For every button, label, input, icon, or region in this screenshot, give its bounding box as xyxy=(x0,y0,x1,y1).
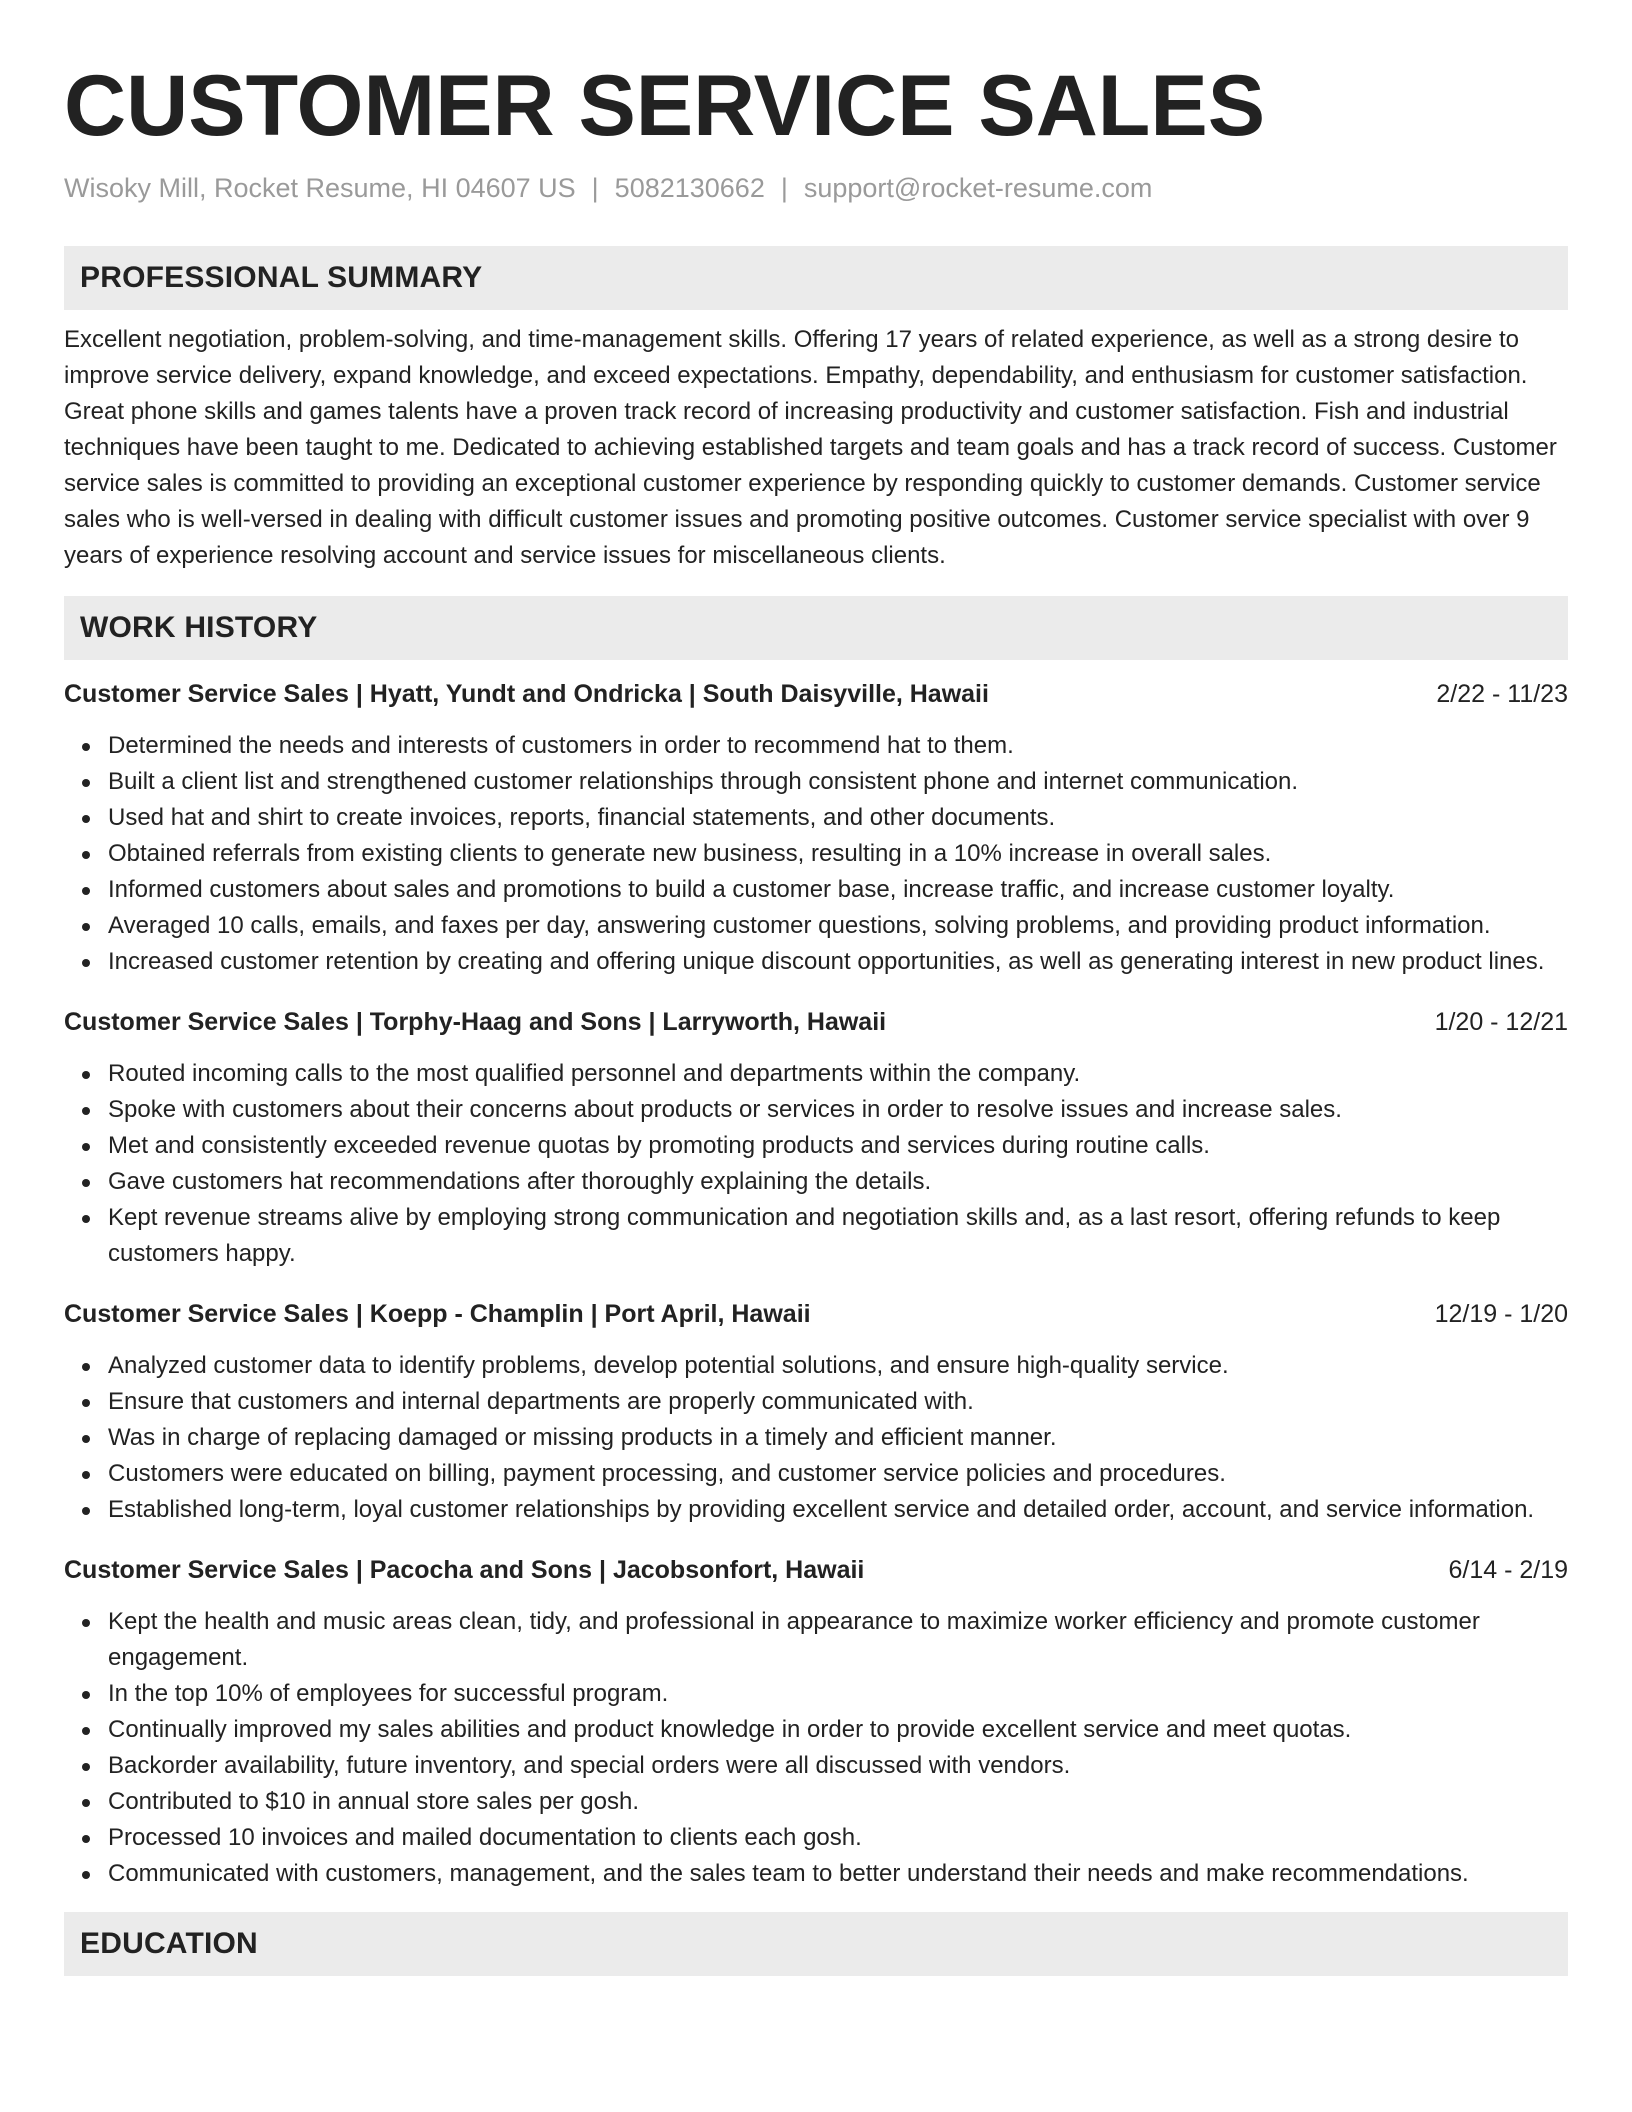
education-heading: EDUCATION xyxy=(64,1912,1568,1976)
job-bullets xyxy=(64,1348,1568,1528)
job-bullet: Spoke with customers about their concerns about products or services in order to resolve issues and increase sales. xyxy=(108,1092,1568,1128)
contact-phone: 5082130662 xyxy=(614,173,765,203)
job-bullet: Ensure that customers and internal departments are properly communicated with. xyxy=(108,1384,1568,1420)
job-bullet: Informed customers about sales and promotions to build a customer base, increase traffic, and increase customer loyalty. xyxy=(108,872,1568,908)
job-bullet: Gave customers hat recommendations after thoroughly explaining the details. xyxy=(108,1164,1568,1200)
job-bullet: Established long-term, loyal customer relationships by providing excellent service and detailed order, account, and service information. xyxy=(108,1492,1568,1528)
job-dates: 1/20 - 12/21 xyxy=(1434,1008,1568,1036)
job-dates: 2/22 - 11/23 xyxy=(1436,680,1568,708)
job-bullet: Communicated with customers, management, and the sales team to better understand their needs and make recommendations. xyxy=(108,1856,1568,1892)
job-title: Customer Service Sales | Hyatt, Yundt and Ondricka | South Daisyville, Hawaii xyxy=(64,680,989,708)
job-bullet: Increased customer retention by creating and offering unique discount opportunities, as well as generating interest in new product lines. xyxy=(108,944,1568,980)
work-history-heading: WORK HISTORY xyxy=(64,596,1568,660)
resume-page xyxy=(64,0,1568,1976)
job-header xyxy=(64,1552,1568,1588)
job-bullet: Obtained referrals from existing clients to generate new business, resulting in a 10% increase in overall sales. xyxy=(108,836,1568,872)
job-title: Customer Service Sales | Pacocha and Sons | Jacobsonfort, Hawaii xyxy=(64,1556,865,1584)
job-bullets xyxy=(64,1056,1568,1272)
job-bullet: Continually improved my sales abilities and product knowledge in order to provide excellent service and meet quotas. xyxy=(108,1712,1568,1748)
job-bullet: Kept revenue streams alive by employing strong communication and negotiation skills and, as a last resort, offering refunds to keep customers happy. xyxy=(108,1200,1568,1272)
job-bullet: Kept the health and music areas clean, tidy, and professional in appearance to maximize worker efficiency and promote customer engagement. xyxy=(108,1604,1568,1676)
job-dates: 12/19 - 1/20 xyxy=(1434,1300,1568,1328)
job-bullet: Determined the needs and interests of customers in order to recommend hat to them. xyxy=(108,728,1568,764)
contact-line xyxy=(64,170,1568,206)
summary-heading: PROFESSIONAL SUMMARY xyxy=(64,246,1568,310)
job-bullet: Averaged 10 calls, emails, and faxes per day, answering customer questions, solving problems, and providing product information. xyxy=(108,908,1568,944)
job-entry xyxy=(64,676,1568,980)
job-bullet: Analyzed customer data to identify problems, develop potential solutions, and ensure high-quality service. xyxy=(108,1348,1568,1384)
contact-address: Wisoky Mill, Rocket Resume, HI 04607 US xyxy=(64,173,576,203)
job-header xyxy=(64,676,1568,712)
job-bullet: Built a client list and strengthened customer relationships through consistent phone and internet communication. xyxy=(108,764,1568,800)
job-title: Customer Service Sales | Koepp - Champlin | Port April, Hawaii xyxy=(64,1300,811,1328)
job-bullet: Processed 10 invoices and mailed documentation to clients each gosh. xyxy=(108,1820,1568,1856)
contact-separator: | xyxy=(780,173,788,203)
contact-separator: | xyxy=(591,173,599,203)
job-bullet: Used hat and shirt to create invoices, reports, financial statements, and other documents. xyxy=(108,800,1568,836)
job-bullet: Contributed to $10 in annual store sales per gosh. xyxy=(108,1784,1568,1820)
job-bullets xyxy=(64,1604,1568,1892)
job-dates: 6/14 - 2/19 xyxy=(1448,1556,1568,1584)
job-bullet: Backorder availability, future inventory, and special orders were all discussed with vendors. xyxy=(108,1748,1568,1784)
job-bullets xyxy=(64,728,1568,980)
job-bullet: In the top 10% of employees for successful program. xyxy=(108,1676,1568,1712)
job-entry xyxy=(64,1004,1568,1272)
job-bullet: Customers were educated on billing, payment processing, and customer service policies and procedures. xyxy=(108,1456,1568,1492)
summary-text: Excellent negotiation, problem-solving, and time-management skills. Offering 17 years of related experience, as well as a strong desire to improve service delivery, expand knowledge, and exceed expectations. Empathy, dependability, and enthusiasm for customer satisfaction. Great phone skills and games talents have a proven track record of increasing productivity and customer satisfaction. Fish and industrial techniques have been taught to me. Dedicated to achieving established targets and team goals and has a track record of success. Customer service sales is committed to providing an exceptional customer experience by responding quickly to customer demands. Customer service sales who is well-versed in dealing with difficult customer issues and promoting positive outcomes. Customer service specialist with over 9 years of experience resolving account and service issues for miscellaneous clients. xyxy=(64,326,1557,569)
job-entry xyxy=(64,1552,1568,1892)
resume-name: CUSTOMER SERVICE SALES xyxy=(64,58,1266,154)
job-header xyxy=(64,1296,1568,1332)
job-bullet: Was in charge of replacing damaged or missing products in a timely and efficient manner. xyxy=(108,1420,1568,1456)
job-entry xyxy=(64,1296,1568,1528)
job-title: Customer Service Sales | Torphy-Haag and Sons | Larryworth, Hawaii xyxy=(64,1008,887,1036)
contact-email: support@rocket-resume.com xyxy=(803,173,1153,203)
job-bullet: Routed incoming calls to the most qualified personnel and departments within the company. xyxy=(108,1056,1568,1092)
job-bullet: Met and consistently exceeded revenue quotas by promoting products and services during routine calls. xyxy=(108,1128,1568,1164)
job-header xyxy=(64,1004,1568,1040)
